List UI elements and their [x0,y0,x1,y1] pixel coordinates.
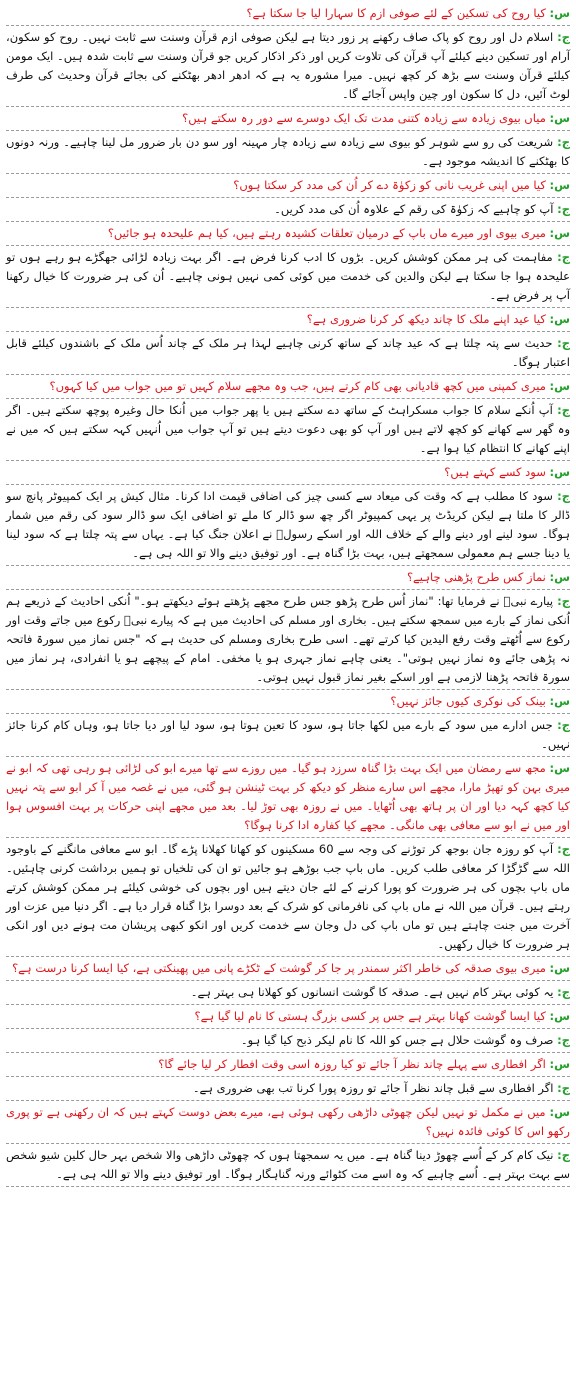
answer-text [6,487,570,563]
question-text [6,1055,570,1074]
answer-body: یہ کوئی بہتر کام نہیں ہے۔ صدقہ کا گوشت انسانوں کو کھلانا ہی بہتر ہے۔ [190,985,554,999]
question-text [6,310,570,329]
question-marker: س: [549,1009,570,1023]
divider [6,460,570,461]
answer-body: نیک کام کر کے اُسے چھوڑ دینا گناہ ہے۔ میں یہ سمجھتا ہوں کہ چھوٹی داڑھی والا شخص بہر حال کلین شیو شخص سے بہت بہتر ہے۔ اُسے چاہیے کہ وہ اسے مت کٹوائے ورنہ گناہگار ہوگا۔ اور توفیق دینے والا تو اللہ ہی ہے۔ [6,1148,570,1181]
question-body: کیا ایسا گوشت کھانا بہتر ہے جس پر کسی بزرگ ہستی کا نام لیا گیا ہے؟ [194,1009,546,1023]
divider [6,484,570,485]
answer-text [6,334,570,372]
question-body: میں نے مکمل تو نہیں لیکن چھوٹی داڑھی رکھی ہوئی ہے، میرے بعض دوست کہتے ہیں کہ ان رکھنی ہے تو پوری رکھو اس کا کوئی فائدہ نہیں؟ [6,1105,570,1138]
qa-item [6,310,570,375]
divider [6,331,570,332]
question-marker: س: [549,961,570,975]
qa-item [6,692,570,757]
answer-text [6,28,570,104]
question-marker: س: [549,111,570,125]
answer-text [6,133,570,171]
answer-body: مفاہمت کی ہر ممکن کوشش کریں۔ بڑوں کا ادب کرنا فرض ہے۔ اگر بہت زیادہ لڑائی جھگڑے ہو رہے ہوں تو علیحدہ ہوا جا سکتا ہے لیکن والدین کی خدمت میں کوئی کمی نہیں ہونی چاہیے۔ اُن کی ہر ضرورت کا خیال رکھنا آپ پر فرض ہے۔ [6,250,570,302]
question-body: کیا میں اپنی غریب نانی کو زکوٰۃ دے کر اُن کی مدد کر سکتا ہوں؟ [233,178,546,192]
qa-item [6,1007,570,1053]
answer-body: جس ادارے میں سود کے بارے میں لکھا جاتا ہو، سود کا تعین ہوتا ہو، سود لیا اور دیا جاتا ہو، وہاں کام کرنا جائز نہیں۔ [6,718,570,751]
answer-body: حدیث سے پتہ چلتا ہے کہ عید چاند کے ساتھ کرنی چاہیے لہذا ہر ملک کے چاند اُس ملک کے باشندوں کیلئے قابل اعتبار ہوگا۔ [6,336,570,369]
question-marker: س: [549,226,570,240]
answer-text [6,200,570,219]
question-text [6,463,570,482]
divider [6,374,570,375]
divider [6,130,570,131]
answer-text [6,1146,570,1184]
divider [6,221,570,222]
qa-item [6,463,570,566]
question-text [6,4,570,23]
answer-text [6,1079,570,1098]
qa-list [6,4,570,1187]
qa-item [6,568,570,690]
question-marker: س: [549,6,570,20]
question-text [6,759,570,835]
question-marker: س: [549,465,570,479]
divider [6,837,570,838]
divider [6,713,570,714]
divider [6,565,570,566]
divider [6,1143,570,1144]
divider [6,980,570,981]
question-marker: س: [549,1057,570,1071]
divider [6,1052,570,1053]
question-marker: س: [549,1105,571,1119]
divider [6,756,570,757]
question-text [6,692,570,711]
question-body: کیا عید اپنے ملک کا چاند دیکھ کر کرنا ضروری ہے؟ [306,312,546,326]
answer-text [6,401,570,458]
qa-item [6,109,570,174]
question-body: کیا روح کی تسکین کے لئے صوفی ازم کا سہارا لیا جا سکتا ہے؟ [246,6,546,20]
answer-text [6,840,570,954]
divider [6,106,570,107]
divider [6,956,570,957]
answer-body: آپ کو روزہ جان بوجھ کر توڑنے کی وجہ سے 60 مسکینوں کو کھانا کھلانا پڑے گا۔ ابو سے معافی مانگنے کے باوجود اللہ سے گڑگڑا کر معافی طلب کریں۔ ماں باپ جب بوڑھے ہو جائیں تو ان کی تلخیاں تو ہمیں برداشت کرنی چاہئیں۔ ماں باپ بچوں کی ہر ضرورت کو پورا کرنے کے لئے جان دیتے ہیں اور بچوں کی خوشی کیلئے ہر ممکن کوشش کرتے رہتے ہیں۔ قرآن میں اللہ نے ماں باپ کی نافرمانی کو شرک کے بعد دوسرا بڑا گناہ قرار دیا ہے۔ اگر دنیا میں عزت اور آخرت میں جنت چاہتے ہیں تو ماں باپ کی دل وجان سے خدمت کریں اور انکو کبھی پریشان مت ہونے دیں اور انکی ہر ضرورت کا خیال رکھیں۔ [6,842,570,951]
divider [6,245,570,246]
answer-body: سود کا مطلب ہے کہ وقت کی میعاد سے کسی چیز کی اضافی قیمت ادا کرنا۔ مثال کیش پر ایک کمپیوٹر پانچ سو ڈالر کا ملتا ہے لیکن کریڈٹ پر یہی کمپیوٹر اگر چھ سو ڈالر کا ملے تو اضافی ایک سو ڈالر سود کی رقم میں شمار ہوگا۔ سود لینے اور دینے والے کے خلاف اللہ اور اسکے رسولؐ نے اعلان جنگ کیا ہے۔ یہاں سے پتہ چلتا ہے کہ سود لینا یا دینا جسے ہم معمولی سمجھتے ہیں، بہت بڑا گناہ ہے۔ اور توفیق دینے والا تو اللہ ہی ہے۔ [6,489,570,560]
answer-marker: ج: [557,30,570,44]
qa-item [6,1103,570,1187]
answer-text [6,983,570,1002]
answer-marker: ج: [557,842,571,856]
question-marker: س: [549,570,570,584]
qa-item [6,377,570,461]
answer-marker: ج: [557,1148,571,1162]
qa-item [6,1055,570,1101]
answer-marker: ج: [557,594,571,608]
qa-item [6,959,570,1005]
question-body: سود کسے کہتے ہیں؟ [444,465,546,479]
answer-body: آپ اُنکے سلام کا جواب مسکراہٹ کے ساتھ دے سکتے ہیں یا پھر جواب میں اُنکا حال وغیرہ پوچھ سکتے ہیں۔ اگر وہ گھر سے کھانے کو کچھ لاتے ہیں اور آپ کو بھی دعوت دیتے ہیں تو آپ جواب میں اُنہیں کہہ سکتے ہیں کہ میں نے اپنے کھانے کا انتظام کیا ہوا ہے۔ [6,403,570,455]
divider [6,1100,570,1101]
answer-marker: ج: [557,250,570,264]
answer-marker: ج: [557,1081,570,1095]
divider [6,689,570,690]
qa-item [6,4,570,107]
answer-body: شریعت کی رو سے شوہر کو بیوی سے زیادہ سے زیادہ چار مہینہ اور سو دن بار ضرور مل لینا چاہیے۔ ورنہ دونوں کا بھٹکنے کا اندیشہ موجود ہے۔ [6,135,570,168]
divider [6,1076,570,1077]
question-marker: س: [549,694,570,708]
answer-marker: ج: [557,135,571,149]
question-marker: س: [549,178,570,192]
answer-text [6,592,570,687]
qa-item [6,759,570,957]
question-marker: س: [549,379,570,393]
question-text [6,176,570,195]
divider [6,307,570,308]
answer-text [6,716,570,754]
question-text [6,959,570,978]
divider [6,1004,570,1005]
answer-marker: ج: [557,985,570,999]
question-text [6,377,570,396]
answer-text [6,1031,570,1050]
question-body: میری بیوی اور میرے ماں باپ کے درمیان تعلقات کشیدہ رہتے ہیں، کیا ہم علیحدہ ہو جائیں؟ [107,226,546,240]
answer-marker: ج: [557,718,571,732]
answer-body: اسلام دل اور روح کو پاک صاف رکھنے پر زور دیتا ہے لیکن صوفی ازم قرآن وسنت سے ثابت نہیں۔ روح کو سکون، آرام اور تسکین دینے کیلئے آپ قرآن کی تلاوت کریں اور ذکر اذکار کریں جو قرآن وسنت سے ثابت شدہ ہیں۔ ایک مومن کیلئے قرآن وسنت سے بڑھ کر کچھ نہیں۔ میرا مشورہ یہ ہے کہ ادھر ادھر بھٹکنے کی بجائے قرآن وحدیث کی طرف لوٹ آئیں، دل کا سکون اور چین واپس آجائے گا۔ [6,30,570,101]
divider [6,1028,570,1029]
answer-marker: ج: [557,1033,570,1047]
question-text [6,1007,570,1026]
qa-item [6,224,570,308]
question-text [6,568,570,587]
answer-marker: ج: [557,336,571,350]
qa-item [6,176,570,222]
answer-marker: ج: [557,403,570,417]
question-text [6,1103,570,1141]
answer-marker: ج: [557,202,570,216]
answer-body: پیارے نبیؐ نے فرمایا تھا: "نماز اُس طرح پڑھو جس طرح مجھے پڑھتے ہوئے دیکھتے ہو۔" اُنکی احادیث کے ذریعے ہم اُنکی نماز کے بارے میں سمجھ سکتے ہیں۔ بخاری اور مسلم کی احادیث میں ہے کہ پیارے نبیؐ رکوع میں جاتے وقت اور رکوع سے اُٹھتے وقت رفع الیدین کیا کرتے تھے۔ اسی طرح بخاری ومسلم کی حدیث ہے کہ "جس نماز میں سورۃ فاتحہ نہ پڑھی جائے وہ نماز نہیں ہوتی"۔ یعنی چاہے نماز جہری ہو یا مخفی۔ امام کے پیچھے ہو یا انفرادی، ہر نماز میں سورۃ فاتحہ پڑھنا لازمی ہے اور اسکے بغیر نماز قبول نہیں ہوتی۔ [6,594,570,684]
question-body: میری بیوی صدقہ کی خاطر اکثر سمندر پر جا کر گوشت کے ٹکڑے پانی میں پھینکتی ہے، کیا ایسا کرنا درست ہے؟ [12,961,546,975]
question-text [6,224,570,243]
answer-marker: ج: [557,489,570,503]
question-body: میری کمپنی میں کچھ قادیانی بھی کام کرتے ہیں، جب وہ مجھے سلام کہیں تو میں جواب میں کیا کہوں؟ [49,379,546,393]
divider [6,1186,570,1187]
divider [6,25,570,26]
question-body: میاں بیوی زیادہ سے زیادہ کتنی مدت تک ایک دوسرے سے دور رہ سکتے ہیں؟ [182,111,546,125]
question-body: بینک کی نوکری کیوں جائز نہیں؟ [390,694,546,708]
question-marker: س: [549,312,570,326]
question-body: مجھ سے رمضان میں ایک بہت بڑا گناہ سرزد ہو گیا۔ میں روزے سے تھا میرے ابو کی لڑائی ہو رہی تھی کہ ابو نے میری بہن کو تھپڑ مارا، مجھے اس سارے منظر کو دیکھ کر بہت ٹینشن ہو گئی، میں نے غصہ میں آ کر ابو سے پتہ نہیں کیا کچھ کہہ دیا اور ان پر ہاتھ بھی اُٹھایا۔ میں نے روزہ بھی توڑ لیا۔ بعد میں مجھے اپنی حرکات پر بہت افسوس ہوا اور میں نے ابو سے معافی بھی مانگی۔ مجھے کیا کفارہ ادا کرنا ہوگا؟ [6,761,570,832]
question-body: اگر افطاری سے پہلے چاند نظر آ جائے تو کیا روزہ اسی وقت افطار کر لیا جائے گا؟ [158,1057,546,1071]
answer-text [6,248,570,305]
divider [6,173,570,174]
divider [6,197,570,198]
question-body: نماز کس طرح پڑھنی چاہیے؟ [406,570,546,584]
divider [6,398,570,399]
answer-body: آپ کو چاہیے کہ زکوٰۃ کی رقم کے علاوہ اُن کی مدد کریں۔ [274,202,554,216]
answer-body: اگر افطاری سے قبل چاند نظر آ جائے تو روزہ پورا کرنا تب بھی ضروری ہے۔ [192,1081,554,1095]
divider [6,589,570,590]
question-marker: س: [549,761,570,775]
answer-body: صرف وہ گوشت حلال ہے جس کو اللہ کا نام لیکر ذبح کیا گیا ہو۔ [240,1033,554,1047]
question-text [6,109,570,128]
